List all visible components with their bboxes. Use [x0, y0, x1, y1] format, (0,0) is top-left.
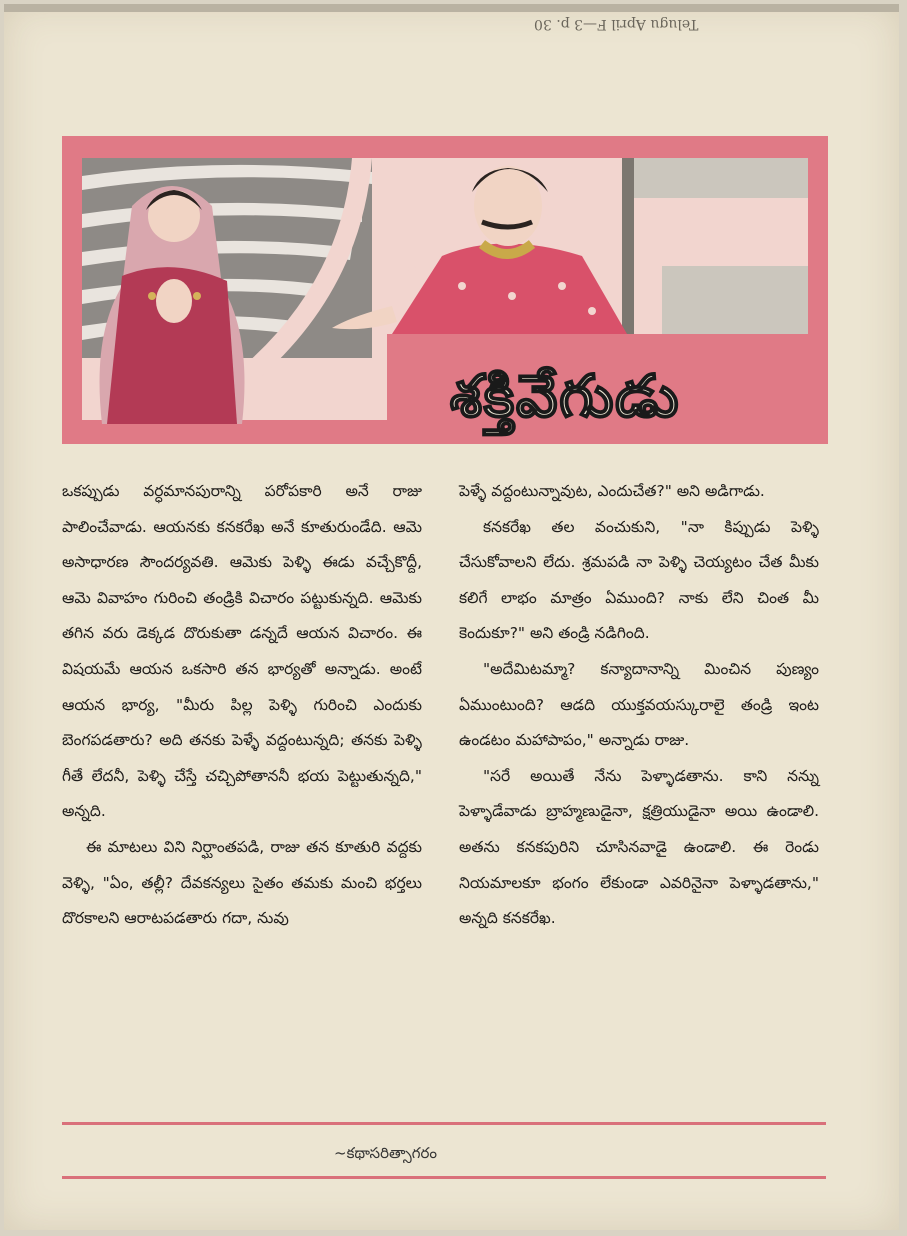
- footer-rule-bottom: [62, 1176, 826, 1179]
- magazine-page: [4, 4, 899, 1230]
- paragraph: ఒకప్పుడు వర్ధమానపురాన్ని పరోపకారి అనే రాజు పాలించేవాడు. ఆయనకు కనకరేఖ అనే కూతురుండేది. ఆమె అసాధారణ సౌందర్యవతి. ఆమెకు పెళ్ళి ఈడు వచ్చేకొద్దీ, ఆమె వివాహం గురించి తండ్రికి విచారం పట్టుకున్నది. ఆమెకు తగిన వరు డెక్కడ దొరుకుతా డన్నదే ఆయన విచారం. ఈ విషయమే ఆయన ఒకసారి తన భార్యతో అన్నాడు. అంటే ఆయన భార్య, "మీరు పిల్ల పెళ్ళి గురించి ఎందుకు బెంగపడతారు? అది తనకు పెళ్ళే వద్దంటున్నది; తనకు పెళ్ళి గీతే లేదనీ, పెళ్ళి చేస్తే చచ్చిపోతాననీ భయ పెట్టుతున్నది," అన్నది.: [62, 482, 422, 821]
- left-text-column: [62, 474, 422, 937]
- paragraph: కనకరేఖ తల వంచుకుని, "నా కిప్పుడు పెళ్ళి చేసుకోవాలని లేదు. శ్రమపడి నా పెళ్ళి చెయ్యటం చేత మీకు కలిగే లాభం మాత్రం ఏముంది? నాకు లేని చింత మీ కెందుకూ?" అని తండ్రి నడిగింది.: [459, 517, 819, 643]
- right-text-column: [459, 474, 819, 937]
- scan-top-edge: [4, 4, 899, 12]
- paragraph: "అదేమిటమ్మా? కన్యాదానాన్ని మించిన పుణ్యం ఏముంటుంది? ఆడది యుక్తవయస్కురాలై తండ్రి ఇంట ఉండటం మహాపాపం," అన్నాడు రాజు.: [459, 659, 819, 750]
- paragraph: పెళ్ళే వద్దంటున్నావుట, ఎందుచేత?" అని అడిగాడు.: [459, 482, 765, 500]
- paragraph: "సరే అయితే నేను పెళ్ళాడతాను. కాని నన్ను పెళ్ళాడేవాడు బ్రాహ్మణుడైనా, క్షత్రియుడైనా అయి ఉండాలి. అతను కనకపురిని చూసినవాడై ఉండాలి. ఈ రెండు నియమాలకూ భంగం లేకుండా ఎవరినైనా పెళ్ళాడతాను," అన్నది కనకరేఖ.: [459, 766, 819, 928]
- story-title: శక్తివేగుడు: [450, 362, 681, 430]
- mirrored-print-caption: Telugu April F—3 p. 30: [534, 16, 699, 32]
- footer-rule-top: [62, 1122, 826, 1125]
- series-credit: ~కథాసరిత్సాగరం: [334, 1144, 437, 1162]
- paragraph: ఈ మాటలు విని నిర్ఘాంతపడి, రాజు తన కూతురి వద్దకు వెళ్ళి, "ఏం, తల్లీ? దేవకన్యలు సైతం తమకు మంచి భర్తలు దొరకాలని ఆరాటపడతారు గదా, నువు: [62, 837, 422, 928]
